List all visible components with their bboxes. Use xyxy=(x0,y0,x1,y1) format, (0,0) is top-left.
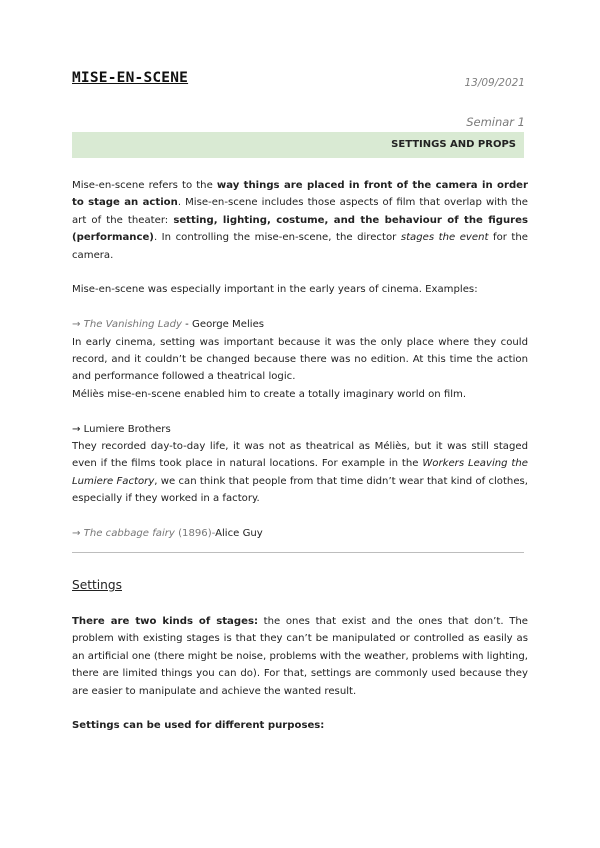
settings-paragraph xyxy=(72,613,528,700)
intro-section xyxy=(72,177,528,542)
example-1-sep: - xyxy=(181,319,193,331)
example-2-film: Workers Leaving the Lumiere Factory xyxy=(72,458,528,487)
intro-bold-1: way things are placed in front of the camera in order to stage an action xyxy=(72,180,529,209)
example-1-text-2: Méliès mise-en-scene enabled him to create a totally imaginary world on film. xyxy=(72,388,467,400)
example-1-author: George Melies xyxy=(192,319,265,331)
settings-heading: Settings xyxy=(72,578,122,592)
example-2-text-a: They recorded day-to-day life, it was not as theatrical as Méliès, but it was still staged even if the films took place in natural locations. For example in the xyxy=(72,441,528,470)
settings-text: the ones that exist and the ones that don’t. The problem with existing stages is that they can’t be manipulated or controlled as easily as an artificial one (there might be noise, problems with the weather, problems with lighting, there are limited things you can do). For that, settings are commonly used because they are easier to manipulate and achieve the wanted result. xyxy=(72,616,528,697)
date-label: 13/09/2021 xyxy=(464,77,525,89)
divider xyxy=(72,552,524,553)
seminar-label: Seminar 1 xyxy=(466,115,525,129)
example-2-text xyxy=(72,438,528,508)
example-2-heading: → Lumiere Brothers xyxy=(72,423,171,435)
intro-text-3: . In controlling the mise-en-scene, the director xyxy=(153,232,401,244)
intro-bold-2: setting, lighting, costume, and the behaviour of the figures (performance) xyxy=(72,214,529,244)
settings-bold-2: Settings can be used for different purposes: xyxy=(72,720,325,732)
intro-paragraph xyxy=(72,177,528,264)
page-title: MISE-EN-SCENE xyxy=(72,70,189,86)
example-2-text-b: , we can think that people from that time didn’t wear that kind of clothes, especially if they worked in a factory. xyxy=(72,475,529,505)
banner-title: SETTINGS AND PROPS xyxy=(391,139,516,150)
example-3-year: (1896)- xyxy=(174,528,216,540)
intro-text-2: . Mise-en-scene includes those aspects of film that overlap with the art of the theater: xyxy=(72,197,528,226)
intro-text-4: for the camera. xyxy=(72,232,528,261)
arrow-icon: → xyxy=(72,528,84,540)
example-1-heading xyxy=(72,316,528,333)
intro-italic: stages the event xyxy=(400,232,489,244)
settings-section xyxy=(72,613,528,735)
example-1-text: In early cinema, setting was important because it was the only place where they could record, and it couldn’t be changed because there was no edition. At this time the action and performance followed a theatrical logic. xyxy=(72,336,528,383)
arrow-icon: → xyxy=(72,319,84,331)
example-3-author: Alice Guy xyxy=(215,528,263,540)
example-3-heading xyxy=(72,525,528,542)
example-1-film: The Vanishing Lady xyxy=(83,319,182,331)
settings-purposes xyxy=(72,717,528,734)
section-banner xyxy=(72,132,524,158)
examples-intro: Mise-en-scene was especially important in the early years of cinema. Examples: xyxy=(72,284,478,296)
intro-text-1: Mise-en-scene refers to the xyxy=(72,180,217,191)
settings-bold-1: There are two kinds of stages: xyxy=(72,616,258,627)
example-3-film: The cabbage fairy xyxy=(83,528,175,540)
